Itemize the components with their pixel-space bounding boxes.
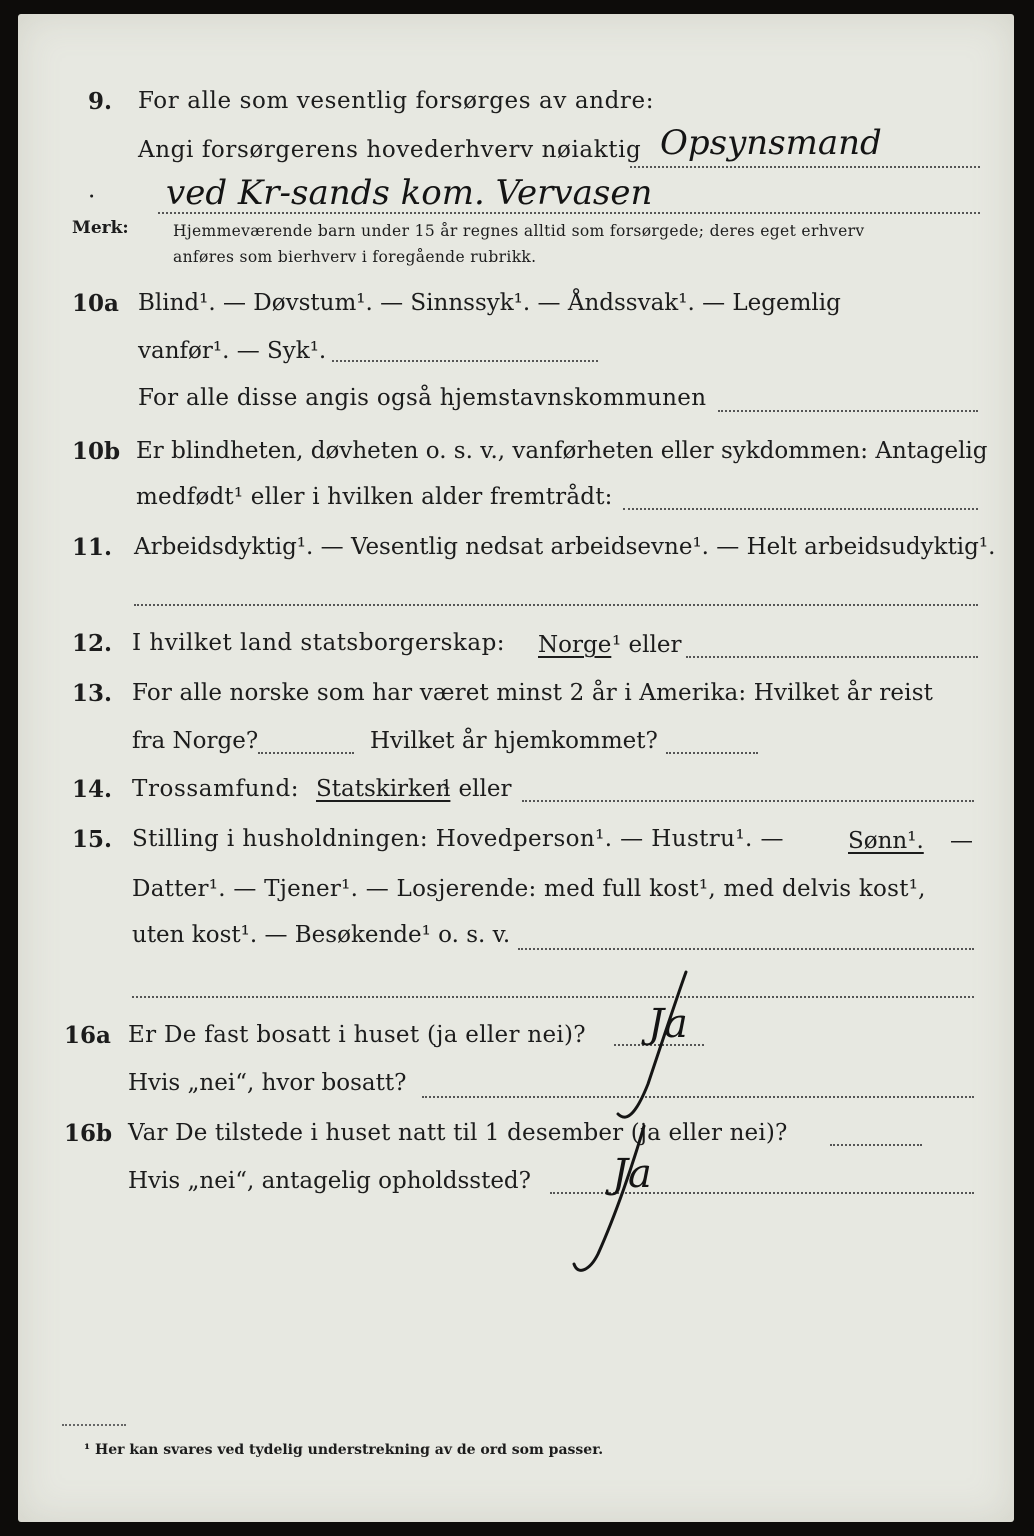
- q15-choice-sonn: Sønn¹.: [848, 828, 924, 854]
- q15-line1-prefix: Stilling i husholdningen: Hovedperson¹. — Hustru¹. —: [132, 826, 784, 852]
- q15-line1-suffix: —: [950, 828, 973, 854]
- q15-number: 15.: [72, 826, 113, 853]
- q16a-number: 16a: [64, 1022, 111, 1049]
- q12-number: 12.: [72, 630, 113, 657]
- q10a-line1: Blind¹. — Døvstum¹. — Sinnssyk¹. — Åndssvak¹. — Legemlig: [138, 290, 841, 316]
- q15-line3: uten kost¹. — Besøkende¹ o. s. v.: [132, 922, 511, 948]
- q13-number: 13.: [72, 680, 113, 707]
- q12-prefix: I hvilket land statsborgerskap:: [132, 630, 506, 656]
- q10b-number: 10b: [72, 438, 121, 465]
- q13-line2b: Hvilket år hjemkommet?: [370, 728, 658, 754]
- q16a-line2: Hvis „nei“, hvor bosatt?: [128, 1070, 407, 1096]
- q15-line2: Datter¹. — Tjener¹. — Losjerende: med full kost¹, med delvis kost¹,: [132, 876, 926, 902]
- footnote-text: ¹ Her kan svares ved tydelig understrekning av de ord som passer.: [84, 1442, 604, 1458]
- q9-number: 9.: [88, 88, 113, 115]
- bullet-mark: ·: [88, 184, 96, 210]
- q10a-number: 10a: [72, 290, 119, 317]
- q10a-line3: For alle disse angis også hjemstavnskommunen: [138, 385, 707, 411]
- q9-line2: Angi forsørgerens hovederhverv nøiaktig: [138, 137, 642, 163]
- q16a-handwritten-answer: Ja: [648, 1001, 688, 1047]
- q11-number: 11.: [72, 534, 113, 561]
- q9-handwritten-answer1: Opsynsmand: [660, 123, 882, 163]
- handwriting-strokes: [18, 14, 1014, 1522]
- q13-line1: For alle norske som har været minst 2 år i Amerika: Hvilket år reist: [132, 680, 934, 706]
- q12-suffix: ¹ eller: [612, 632, 682, 658]
- census-form-page: [18, 14, 1014, 1522]
- q10b-line1: Er blindheten, døvheten o. s. v., vanførheten eller sykdommen: Antagelig: [136, 438, 988, 464]
- q9-handwritten-answer2: ved Kr-sands kom. Vervasen: [166, 173, 653, 213]
- q9-line1: For alle som vesentlig forsørges av andre:: [138, 88, 655, 114]
- merk-label: Merk:: [72, 218, 129, 238]
- merk-line2: anføres som bierhverv i foregående rubrikk.: [173, 248, 537, 266]
- q10a-line2: vanfør¹. — Syk¹.: [138, 338, 327, 364]
- q14-choice-statskirken: Statskirken: [316, 776, 451, 802]
- q10b-line2: medfødt¹ eller i hvilken alder fremtrådt:: [136, 484, 613, 510]
- q16a-line1: Er De fast bosatt i huset (ja eller nei)?: [128, 1022, 586, 1048]
- q12-choice-norge: Norge: [538, 632, 612, 658]
- q14-suffix: ¹ eller: [442, 776, 512, 802]
- q16b-line2: Hvis „nei“, antagelig opholdssted?: [128, 1168, 531, 1194]
- q13-line2a: fra Norge?: [132, 728, 259, 754]
- q14-prefix: Trossamfund:: [132, 776, 300, 802]
- q16b-line1: Var De tilstede i huset natt til 1 desember (ja eller nei)?: [128, 1120, 788, 1146]
- footnote-rule: [62, 1424, 126, 1426]
- q14-number: 14.: [72, 776, 113, 803]
- q11-line1: Arbeidsdyktig¹. — Vesentlig nedsat arbeidsevne¹. — Helt arbeidsudyktig¹.: [134, 534, 996, 560]
- merk-line1: Hjemmeværende barn under 15 år regnes alltid som forsørgede; deres eget erhverv: [173, 222, 865, 240]
- q16b-handwritten-answer: Ja: [612, 1151, 652, 1197]
- q16b-number: 16b: [64, 1120, 113, 1147]
